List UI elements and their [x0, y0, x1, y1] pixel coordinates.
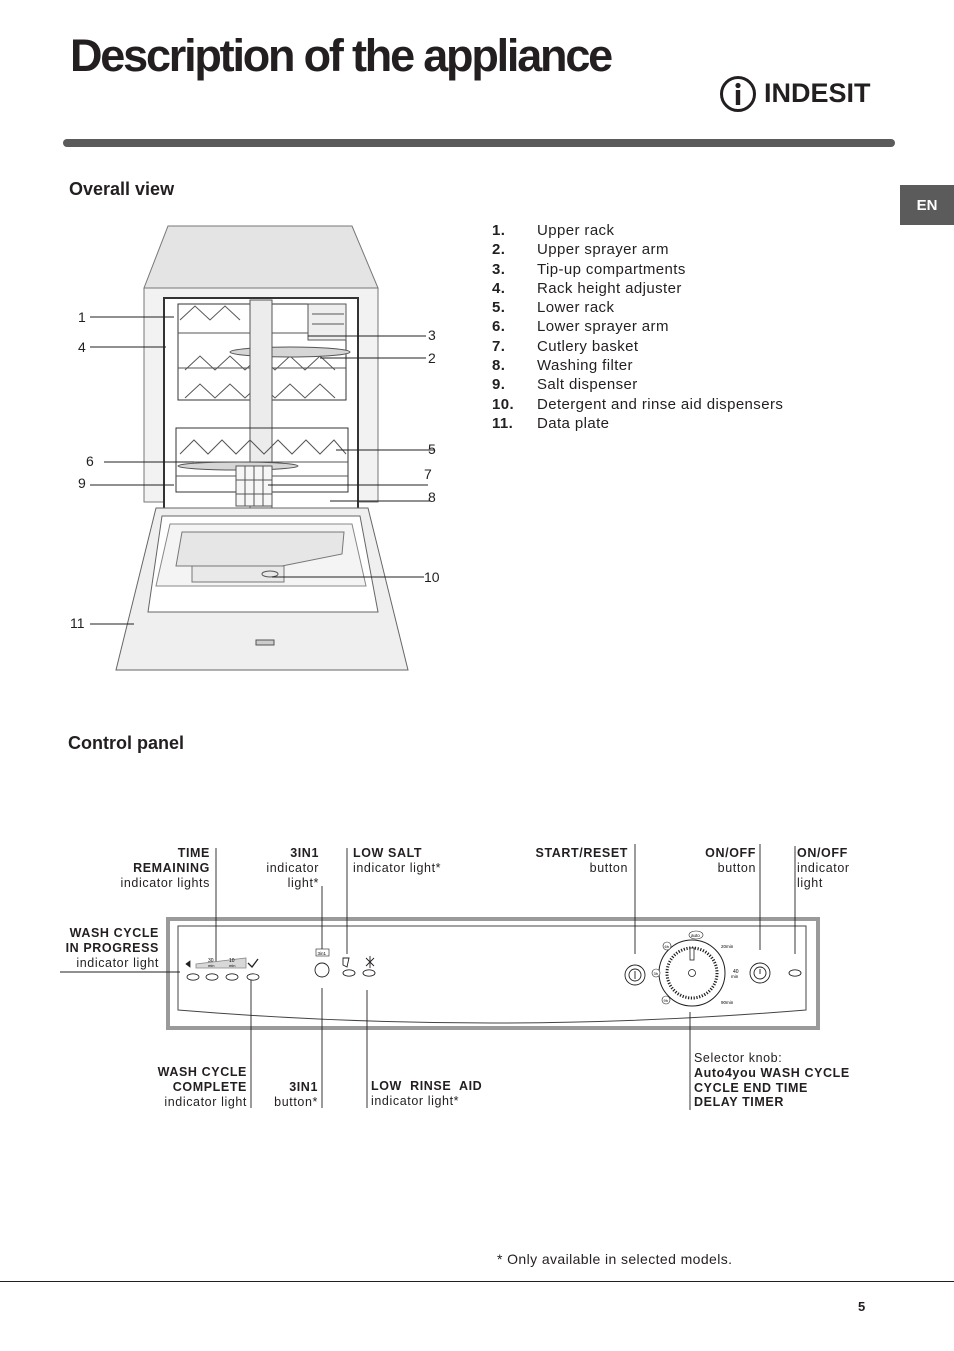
header-rule [63, 139, 895, 147]
overall-view-heading: Overall view [69, 179, 175, 199]
in1-button-label: 3IN1 button* [274, 1080, 318, 1109]
callout-6: 6 [86, 453, 94, 469]
onoff-button [750, 963, 770, 983]
callout-1: 1 [78, 309, 86, 325]
callout-11: 11 [70, 615, 85, 631]
low-rinse-aid-light [363, 970, 375, 976]
callout-9: 9 [78, 475, 86, 491]
callout-5: 5 [428, 441, 436, 457]
time-remaining-label: TIME REMAINING indicator lights [120, 846, 210, 890]
selector-knob-label: Selector knob: Auto4you WASH CYCLE CYCLE END TIME DELAY TIMER [694, 1051, 850, 1110]
knob-9h: 9h [663, 998, 668, 1003]
time-30: 30 [208, 958, 214, 964]
in1-button [315, 963, 329, 977]
onoff-indicator-light [789, 970, 801, 976]
low-salt-label: LOW SALT indicator light* [353, 846, 442, 875]
callout-7: 7 [424, 466, 432, 482]
time-10-unit: min [229, 963, 236, 968]
onoff-indicator-label: ON/OFF indicator light [797, 846, 850, 890]
logo-emblem-icon [718, 74, 758, 114]
low-rinse-aid-label: LOW RINSE AID indicator light* [371, 1079, 483, 1108]
callout-4: 4 [78, 339, 86, 355]
start-reset-button [625, 965, 645, 985]
time-10: 10 [229, 958, 235, 964]
low-salt-light [343, 970, 355, 976]
start-reset-label: START/RESET button [535, 846, 628, 875]
footer-rule [0, 1281, 954, 1282]
dishwasher-illustration [60, 218, 460, 678]
page-number: 5 [858, 1299, 866, 1314]
wash-complete-label: WASH CYCLE COMPLETE indicator light [157, 1065, 247, 1109]
control-panel-heading: Control panel [68, 733, 184, 753]
callout-3: 3 [428, 327, 436, 343]
callout-8: 8 [428, 489, 436, 505]
knob-6h: 6h [664, 944, 669, 949]
callout-10: 10 [424, 569, 440, 585]
footnote: * Only available in selected models. [497, 1251, 733, 1267]
onoff-button-label: ON/OFF button [705, 846, 756, 875]
wash-in-progress-label: WASH CYCLE IN PROGRESS indicator light [65, 926, 159, 970]
time-30-unit: min [208, 963, 215, 968]
language-tab: EN [900, 185, 954, 225]
knob-40: 40 [733, 969, 739, 975]
in1-indicator-label: 3IN1 indicator light* [266, 846, 319, 890]
callout-2: 2 [428, 350, 436, 366]
indesit-logo [718, 74, 871, 114]
brand-wordmark: INDESIT [764, 78, 871, 108]
page-title: Description of the appliance [70, 30, 612, 81]
knob-90: 90min [721, 1000, 734, 1005]
knob-3h: 3h [653, 971, 658, 976]
knob-20: 20min [721, 944, 734, 949]
in1-mark: 3in1 [317, 951, 327, 956]
knob-auto: auto [691, 933, 700, 938]
control-panel-illustration [0, 840, 954, 1120]
knob-40-unit: min [731, 974, 739, 979]
